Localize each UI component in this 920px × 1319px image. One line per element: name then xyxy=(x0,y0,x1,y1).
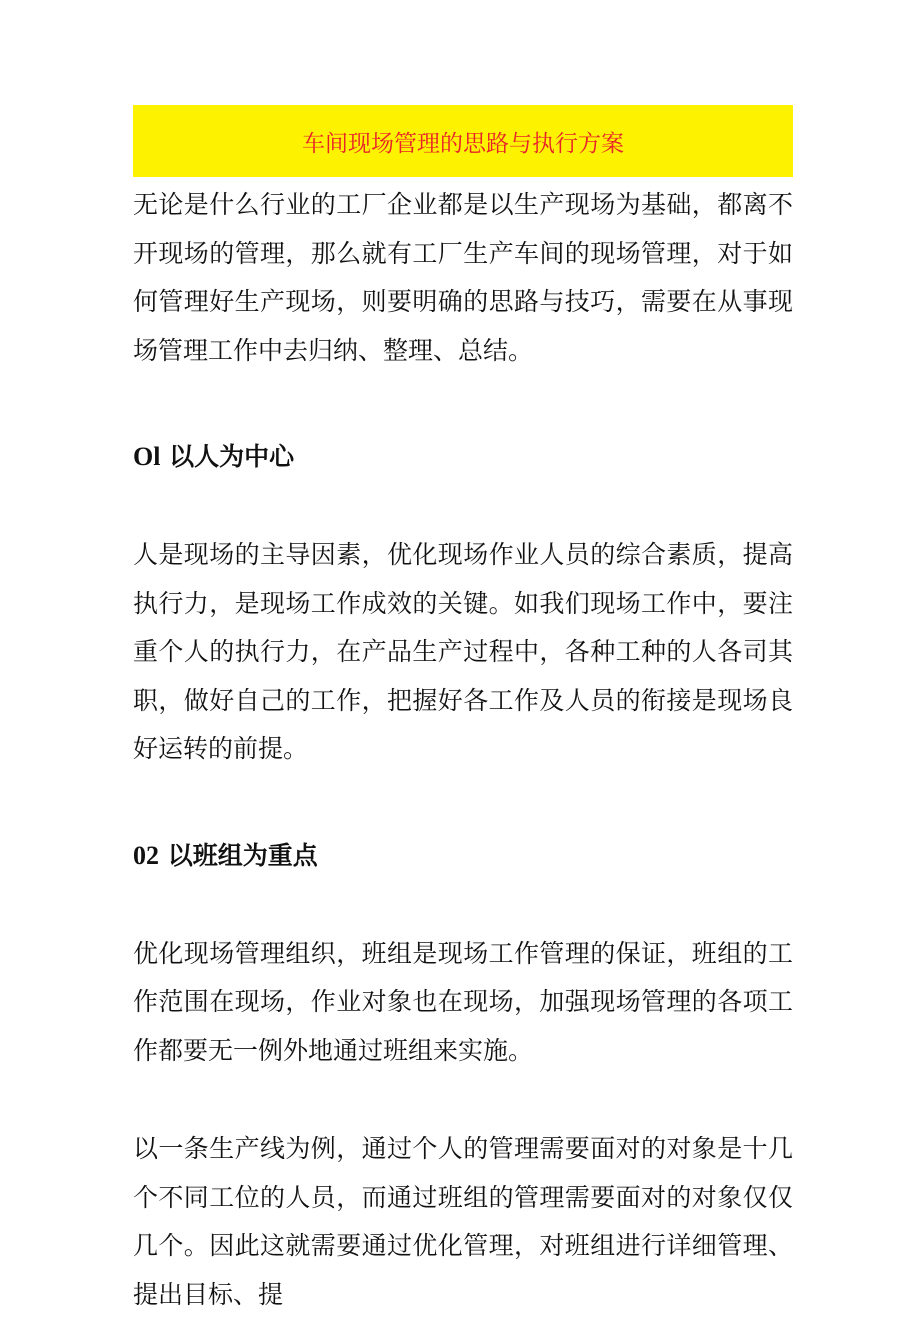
section-2-paragraph-2: 以一条生产线为例，通过个人的管理需要面对的对象是十几个不同工位的人员，而通过班组的管理需要面对的对象仅仅几个。因此这就需要通过优化管理，对班组进行详细管理、提出目标、提 xyxy=(133,1134,793,1309)
section-1-paragraph-1: 人是现场的主导因素，优化现场作业人员的综合素质，提高执行力，是现场工作成效的关键。如我们现场工作中，要注重个人的执行力，在产品生产过程中，各种工种的人各司其职，做好自己的工作，把握好各工作及人员的衔接是现场良好运转的前提。 xyxy=(133,540,793,763)
section-number-1: Ol xyxy=(133,442,161,471)
section-number-2: 02 xyxy=(133,840,159,870)
section-title-1: 以人为中心 xyxy=(169,442,295,471)
section-heading-1 xyxy=(133,433,793,481)
title-banner xyxy=(133,105,793,177)
section-title-2: 以班组为重点 xyxy=(167,840,318,870)
section-2-paragraph-1: 优化现场管理组织，班组是现场工作管理的保证，班组的工作范围在现场，作业对象也在现场，加强现场管理的各项工作都要无一例外地通过班组来实施。 xyxy=(133,938,793,1065)
document-page xyxy=(133,105,793,1319)
document-title: 车间现场管理的思路与执行方案 xyxy=(302,130,624,157)
intro-paragraph: 无论是什么行业的工厂企业都是以生产现场为基础，都离不开现场的管理，那么就有工厂生产车间的现场管理，对于如何管理好生产现场，则要明确的思路与技巧，需要在从事现场管理工作中去归纳、整理、总结。 xyxy=(133,190,793,365)
section-heading-2 xyxy=(133,832,793,880)
